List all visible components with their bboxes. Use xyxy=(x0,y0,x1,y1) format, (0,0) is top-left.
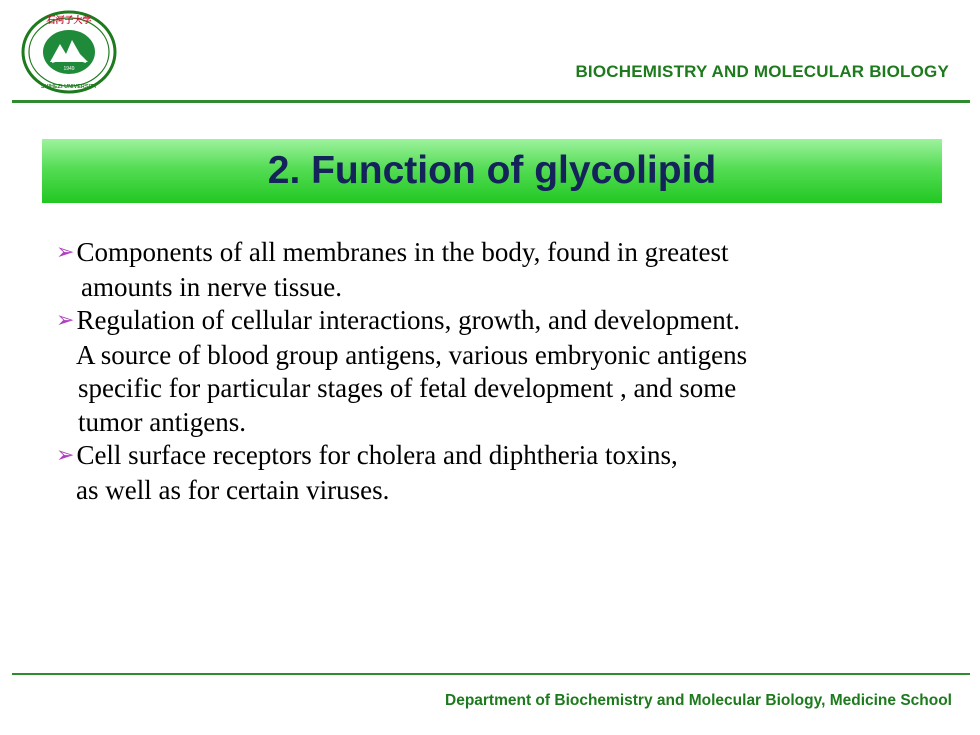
logo-english-text: SHIHEZI UNIVERSITY xyxy=(40,84,98,90)
bullet-line: specific for particular stages of fetal development , and some xyxy=(78,373,737,403)
bullet-line: tumor antigens. xyxy=(78,406,246,437)
university-seal-icon xyxy=(20,10,118,94)
bullet-line: ➢Cell surface receptors for cholera and diphtheria toxins, xyxy=(56,440,678,470)
arrow-bullet-icon: ➢ xyxy=(56,442,75,467)
slide-title: 2. Function of glycolipid xyxy=(267,149,717,192)
bullet-line: ➢Regulation of cellular interactions, growth, and development. xyxy=(56,305,740,335)
footer-divider xyxy=(12,673,970,675)
bullet-line: as well as for certain viruses. xyxy=(76,474,390,505)
arrow-bullet-icon: ➢ xyxy=(56,307,75,332)
logo-year: 1949 xyxy=(63,66,75,72)
arrow-bullet-icon: ➢ xyxy=(56,239,75,264)
bullet-list xyxy=(56,236,956,507)
logo-chinese-text: 石河子大学 xyxy=(46,16,92,26)
bullet-line: A source of blood group antigens, various embryonic antigens xyxy=(76,339,748,370)
bullet-item xyxy=(56,236,956,304)
bullet-line: amounts in nerve tissue. xyxy=(81,271,342,302)
header-title: BIOCHEMISTRY AND MOLECULAR BIOLOGY xyxy=(575,62,949,81)
footer-text: Department of Biochemistry and Molecular Biology, Medicine School xyxy=(445,692,952,709)
bullet-item xyxy=(56,304,956,439)
bullet-item xyxy=(56,439,956,507)
header-divider xyxy=(12,100,970,103)
bullet-line: ➢Components of all membranes in the body, found in greatest xyxy=(56,237,729,267)
title-banner xyxy=(42,139,942,203)
